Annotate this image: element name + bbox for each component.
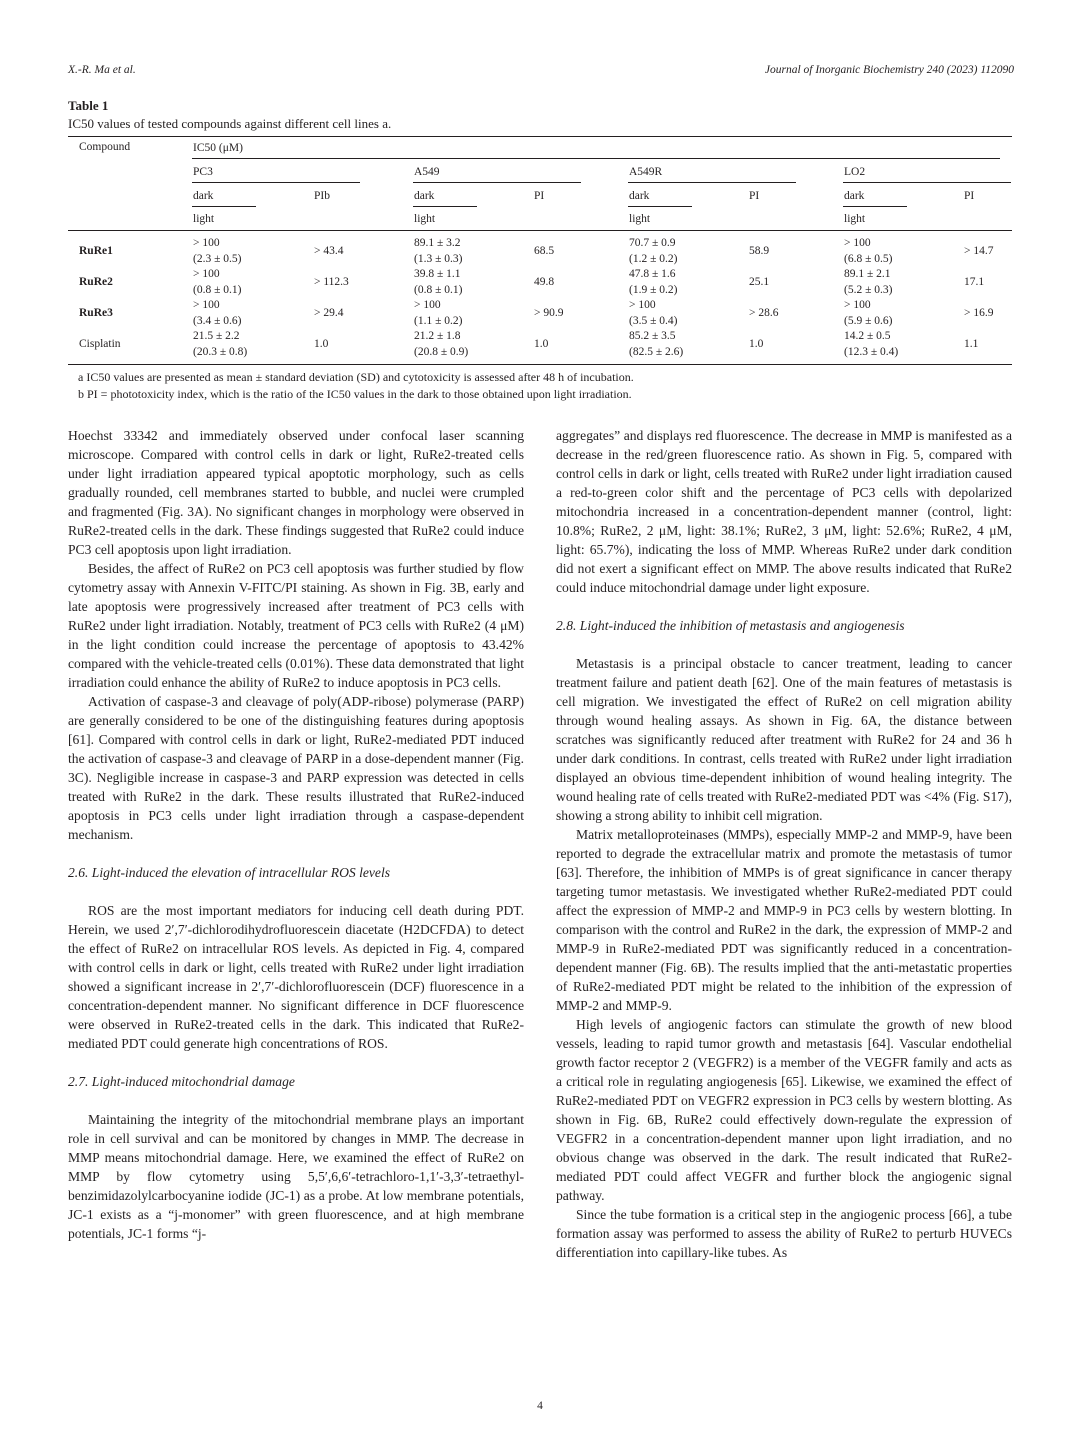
pi-header: PIb: [314, 190, 330, 202]
pi-value: 1.0: [749, 338, 764, 350]
ic50-light: (20.8 ± 0.9): [414, 346, 469, 358]
table-title: Table 1: [68, 98, 109, 113]
table-top-rule: [68, 136, 1012, 137]
ic50-light: (0.8 ± 0.1): [193, 284, 242, 296]
a549r-underline: [628, 182, 796, 183]
ic50-dark: > 100: [193, 299, 220, 311]
dark-label: dark: [414, 190, 435, 202]
ic50-dark: > 100: [844, 299, 871, 311]
pi-header: PI: [749, 190, 760, 202]
pi-value: 17.1: [964, 276, 985, 288]
ic50-dark: > 100: [629, 299, 656, 311]
pi-header: PI: [964, 190, 975, 202]
ic50-dark: > 100: [193, 268, 220, 280]
paragraph: ROS are the most important mediators for inducing cell death during PDT. Herein, we used 2′,7′-dichlorodihydrofluorescein diacetate (H2DCFDA) to detect the effect of RuRe2 on intracellular ROS levels. As depicted in Fig. 4, compared with control cells in dark or light, cells treated with RuRe2 under light irradiation showed a significant increase in 2′,7′-dichlorofluorescein (DCF) fluorescence in a concentration-dependent manner. No significant difference in DCF fluorescence were observed in RuRe2-treated cells in the dark. This indicated that RuRe2-mediated PDT could generate high concentrations of ROS.: [68, 903, 524, 1051]
compound-header: Compound: [79, 141, 131, 153]
table-bottom-rule: [68, 364, 1012, 365]
ic50-dark: 85.2 ± 3.5: [629, 330, 676, 342]
paragraph: Since the tube formation is a critical step in the angiogenic process [66], a tube formation assay was performed to assess the ability of RuRe2 to perturb HUVECs differentiation into capillary-like tubes. As: [556, 1207, 1012, 1260]
dark-label: dark: [629, 190, 650, 202]
ic50-dark: 89.1 ± 2.1: [844, 268, 891, 280]
running-header-authors: X.-R. Ma et al.: [68, 64, 136, 76]
paragraph: aggregates” and displays red fluorescence. The decrease in MMP is manifested as a decrease in the red/green fluorescence ratio. As shown in Fig. 5, compared with control cells in dark or light, cells treated with RuRe2 under light irradiation caused a red-to-green color shift and the percentage of PC3 cells with depolarized mitochondria increased in a concentration-dependent manner (control, light: 10.8%; RuRe2, 2 μM, light: 38.1%; RuRe2, 3 μM, light: 52.6%; RuRe2, 4 μM, light: 65.7%), indicating the loss of MMP. Whereas RuRe2 under dark condition did not exert a significant effect on MMP. The above results indicated that RuRe2 could induce mitochondrial damage under light exposure.: [556, 428, 1012, 595]
ic50-light: (12.3 ± 0.4): [844, 346, 899, 358]
pi-value: 1.1: [964, 338, 979, 350]
light-label: light: [193, 213, 215, 225]
table-footnote-b: b PI = phototoxicity index, which is the ratio of the IC50 values in the dark to those obtained upon light irradiation.: [78, 387, 632, 401]
cell-line-lo2: LO2: [844, 166, 866, 178]
pi-value: > 16.9: [964, 307, 994, 319]
pi-value: 25.1: [749, 276, 770, 288]
lo2-underline: [843, 182, 1011, 183]
left-column: [68, 426, 524, 1243]
pi-value: > 43.4: [314, 245, 344, 257]
pi-value: > 90.9: [534, 307, 564, 319]
pi-value: > 112.3: [314, 276, 349, 288]
dark-label: dark: [844, 190, 865, 202]
compound-name: RuRe2: [79, 276, 113, 288]
a549-underline: [413, 182, 581, 183]
pc3-dark-underline: [192, 206, 256, 207]
dark-label: dark: [193, 190, 214, 202]
ic50-dark: 70.7 ± 0.9: [629, 237, 676, 249]
pi-value: > 29.4: [314, 307, 344, 319]
ic50-dark: 89.1 ± 3.2: [414, 237, 461, 249]
compound-name: RuRe1: [79, 245, 113, 257]
ic50-light: (20.3 ± 0.8): [193, 346, 248, 358]
a549r-dark-underline: [628, 206, 692, 207]
ic50-light: (1.3 ± 0.3): [414, 253, 463, 265]
ic50-light: (82.5 ± 2.6): [629, 346, 684, 358]
pi-value: 1.0: [314, 338, 329, 350]
compound-name: RuRe3: [79, 307, 113, 319]
ic50-light: (1.1 ± 0.2): [414, 315, 463, 327]
ic50-dark: 47.8 ± 1.6: [629, 268, 676, 280]
ic50-light: (1.2 ± 0.2): [629, 253, 678, 265]
pi-value: 58.9: [749, 245, 770, 257]
light-label: light: [844, 213, 866, 225]
pi-value: 1.0: [534, 338, 549, 350]
lo2-dark-underline: [843, 206, 907, 207]
ic50-dark: 21.2 ± 1.8: [414, 330, 461, 342]
page-number: 4: [537, 1400, 543, 1412]
section-heading-2-8: 2.8. Light-induced the inhibition of metastasis and angiogenesis: [556, 618, 905, 633]
ic50-light: (1.9 ± 0.2): [629, 284, 678, 296]
section-heading-2-6: 2.6. Light-induced the elevation of intracellular ROS levels: [68, 865, 391, 880]
paragraph: High levels of angiogenic factors can stimulate the growth of new blood vessels, leading to rapid tumor growth and metastasis [64]. Vascular endothelial growth factor receptor 2 (VEGFR2) is a member of the VEGFR family and acts as a critical role in regulating angiogenesis [65]. Likewise, we examined the effect of RuRe2-mediated PDT on VEGFR2 expression in PC3 cells by western blotting. As shown in Fig. 6B, RuRe2 could effectively down-regulate the expression of VEGFR2 in a concentration-dependent manner upon light irradiation, and no obvious change was observed in the dark. The result indicated that RuRe2-mediated PDT could affect VEGFR and further block the angiogenic signal pathway.: [556, 1017, 1012, 1203]
ic50-dark: 39.8 ± 1.1: [414, 268, 461, 280]
paragraph: Metastasis is a principal obstacle to cancer treatment, leading to cancer treatment failure and patient death [62]. One of the main features of metastasis is cell migration. We investigated the effect of RuRe2 on cell migration ability through wound healing assays. As shown in Fig. 6A, the distance between scratches was significantly reduced after treatment with RuRe2 for 24 and 36 h under dark conditions. In contrast, cells treated with RuRe2 under light irradiation displayed an obvious time-dependent inhibition of wound healing integrity. The wound healing rate of cells treated with RuRe2-mediated PDT was <4% (Fig. S17), showing a strong ability to inhibit cell migration.: [556, 656, 1012, 823]
paragraph: Maintaining the integrity of the mitochondrial membrane plays an important role in cell survival and can be monitored by changes in MMP. The decrease in MMP means mitochondrial damage. Here, we examined the effect of RuRe2 on MMP by flow cytometry using 5,5′,6,6′-tetrachloro-1,1′-3,3′-tetraethyl-benzimidazolylcarbocyanine iodide (JC-1) as a probe. At low membrane potentials, JC-1 exists as a “j-monomer” with green fluorescence, and at high membrane potentials, JC-1 forms “j-: [68, 1112, 524, 1241]
paragraph: Hoechst 33342 and immediately observed under confocal laser scanning microscope. Compared with control cells in dark or light, RuRe2-treated cells under light irradiation appeared typical apoptotic morphology, such as cells gradually rounded, cell membranes started to bubble, and nuclei were crumpled and fragmented (Fig. 3A). No significant changes in morphology were observed in RuRe2-treated cells in the dark. These findings suggested that RuRe2 could induce PC3 cell apoptosis upon light irradiation.: [68, 428, 524, 557]
light-label: light: [629, 213, 651, 225]
right-column: [556, 426, 1012, 1262]
running-header-journal: Journal of Inorganic Biochemistry 240 (2023) 112090: [764, 64, 1014, 76]
ic50-dark: 21.5 ± 2.2: [193, 330, 240, 342]
compound-name: Cisplatin: [79, 338, 121, 350]
cell-line-pc3: PC3: [193, 166, 213, 178]
ic50-light: (3.5 ± 0.4): [629, 315, 678, 327]
cell-line-a549: A549: [414, 166, 440, 178]
ic50-light: (2.3 ± 0.5): [193, 253, 242, 265]
pi-value: 49.8: [534, 276, 555, 288]
ic50-dark: 14.2 ± 0.5: [844, 330, 891, 342]
paragraph: Matrix metalloproteinases (MMPs), especially MMP-2 and MMP-9, have been reported to degrade the extracellular matrix and promote the metastasis of tumor [63]. Therefore, the inhibition of MMPs is of great significance in cancer therapy targeting tumor metastasis. We investigated whether RuRe2-mediated PDT could affect the expression of MMP-2 and MMP-9 in PC3 cells by western blotting. In comparison with the control and RuRe2 in the dark, the expression of MMP-2 and MMP-9 in RuRe2-mediated PDT was significantly reduced in a concentration-dependent manner (Fig. 6B). The results implied that the anti-metastatic properties of RuRe2-mediated PDT might be related to the inhibition of the expression of MMP-2 and MMP-9.: [556, 827, 1012, 1013]
light-label: light: [414, 213, 436, 225]
cell-line-a549r: A549R: [629, 166, 663, 178]
ic50-dark: > 100: [414, 299, 441, 311]
table-caption: IC50 values of tested compounds against different cell lines a.: [68, 116, 392, 131]
ic50-light: (5.9 ± 0.6): [844, 315, 893, 327]
table-footnote-a: a IC50 values are presented as mean ± standard deviation (SD) and cytotoxicity is assessed after 48 h of incubation.: [78, 370, 634, 384]
a549-dark-underline: [413, 206, 477, 207]
section-heading-2-7: 2.7. Light-induced mitochondrial damage: [68, 1074, 295, 1089]
ic50-light: (0.8 ± 0.1): [414, 284, 463, 296]
paragraph: Activation of caspase-3 and cleavage of poly(ADP-ribose) polymerase (PARP) are generally considered to be one of the distinguishing features during apoptosis [61]. Compared with control cells in dark or light, RuRe2-mediated PDT induced the activation of caspase-3 and cleavage of PARP in a dose-dependent manner (Fig. 3C). Negligible increase in caspase-3 and PARP expression was detected in cells treated with RuRe2 in the dark. These results illustrated that RuRe2-induced apoptosis in PC3 cells under light irradiation through a caspase-dependent mechanism.: [68, 694, 524, 842]
pi-value: > 14.7: [964, 245, 994, 257]
ic50-light: (3.4 ± 0.6): [193, 315, 242, 327]
pi-value: > 28.6: [749, 307, 779, 319]
pi-value: 68.5: [534, 245, 555, 257]
pc3-underline: [192, 182, 360, 183]
ic50-dark: > 100: [844, 237, 871, 249]
ic50-header: IC50 (μM): [193, 142, 243, 154]
pi-header: PI: [534, 190, 545, 202]
ic50-dark: > 100: [193, 237, 220, 249]
ic50-light: (6.8 ± 0.5): [844, 253, 893, 265]
ic50-underline: [192, 158, 1000, 159]
table-header-rule: [68, 230, 1012, 231]
paragraph: Besides, the affect of RuRe2 on PC3 cell apoptosis was further studied by flow cytometry assay with Annexin V-FITC/PI staining. As shown in Fig. 3B, early and late apoptosis were progressively increased after treatment of PC3 cells with RuRe2 under light irradiation. Notably, treatment of PC3 cells with RuRe2 (4 μM) in the light condition could increase the percentage of apoptosis to 43.42% compared with the vehicle-treated cells (0.01%). These data demonstrated that light irradiation could enhance the ability of RuRe2 to induce apoptosis in PC3 cells.: [68, 561, 524, 690]
ic50-light: (5.2 ± 0.3): [844, 284, 893, 296]
